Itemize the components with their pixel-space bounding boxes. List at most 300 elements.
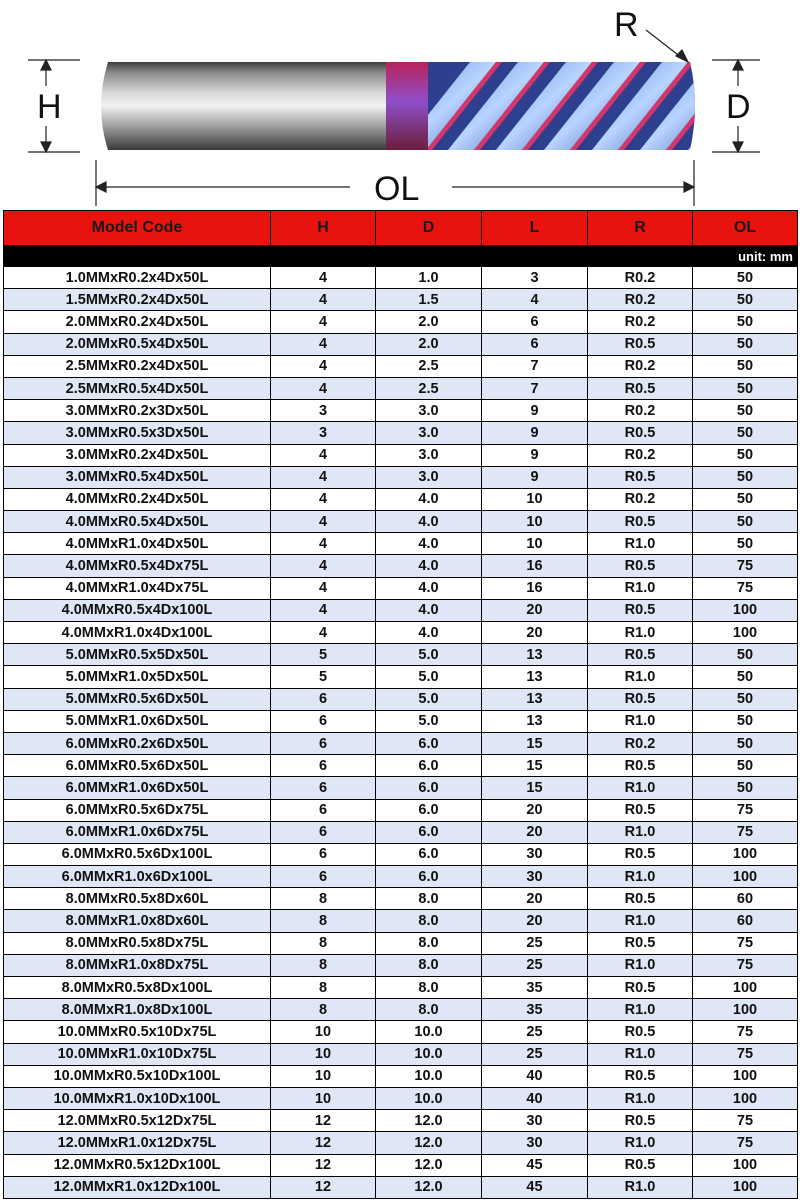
cell-h: 4	[271, 355, 376, 377]
cell-model-code: 2.5MMxR0.2x4Dx50L	[4, 355, 271, 377]
table-row	[4, 799, 798, 821]
cell-model-code: 6.0MMxR1.0x6Dx50L	[4, 777, 271, 799]
cell-l: 35	[482, 999, 588, 1021]
cell-ol: 50	[693, 444, 798, 466]
table-row	[4, 488, 798, 510]
cell-r: R0.5	[588, 1065, 693, 1087]
cell-h: 4	[271, 533, 376, 555]
cell-ol: 100	[693, 1176, 798, 1198]
cell-d: 6.0	[376, 799, 482, 821]
cell-r: R1.0	[588, 710, 693, 732]
table-row	[4, 1132, 798, 1154]
r-label: R	[614, 6, 639, 44]
cell-h: 12	[271, 1176, 376, 1198]
cell-r: R1.0	[588, 1043, 693, 1065]
cell-h: 6	[271, 777, 376, 799]
cell-r: R0.2	[588, 444, 693, 466]
cell-d: 6.0	[376, 866, 482, 888]
cell-d: 1.5	[376, 289, 482, 311]
table-row	[4, 555, 798, 577]
table-row	[4, 777, 798, 799]
table-row	[4, 444, 798, 466]
cell-ol: 50	[693, 644, 798, 666]
cell-ol: 75	[693, 1043, 798, 1065]
table-row	[4, 644, 798, 666]
specification-table	[3, 210, 798, 1199]
table-row	[4, 422, 798, 444]
cell-ol: 75	[693, 954, 798, 976]
cell-d: 8.0	[376, 932, 482, 954]
cell-h: 3	[271, 422, 376, 444]
cell-d: 3.0	[376, 422, 482, 444]
cell-d: 5.0	[376, 710, 482, 732]
unit-note: unit: mm	[4, 246, 798, 267]
cell-h: 4	[271, 289, 376, 311]
cell-r: R0.5	[588, 555, 693, 577]
cell-d: 5.0	[376, 666, 482, 688]
cell-l: 25	[482, 1043, 588, 1065]
cell-l: 30	[482, 843, 588, 865]
cell-ol: 75	[693, 932, 798, 954]
cell-r: R0.2	[588, 400, 693, 422]
cell-ol: 50	[693, 377, 798, 399]
cell-h: 12	[271, 1132, 376, 1154]
cell-model-code: 6.0MMxR0.5x6Dx50L	[4, 755, 271, 777]
cell-r: R1.0	[588, 1087, 693, 1109]
cell-h: 4	[271, 599, 376, 621]
cell-l: 20	[482, 888, 588, 910]
cell-h: 10	[271, 1043, 376, 1065]
cell-d: 4.0	[376, 533, 482, 555]
cell-d: 6.0	[376, 821, 482, 843]
cell-l: 25	[482, 932, 588, 954]
cell-d: 10.0	[376, 1087, 482, 1109]
cell-r: R0.5	[588, 932, 693, 954]
cell-r: R1.0	[588, 666, 693, 688]
cell-r: R0.5	[588, 422, 693, 444]
cell-d: 4.0	[376, 488, 482, 510]
cell-model-code: 6.0MMxR1.0x6Dx75L	[4, 821, 271, 843]
table-row	[4, 866, 798, 888]
neck	[386, 62, 430, 150]
cell-r: R0.5	[588, 644, 693, 666]
cell-ol: 75	[693, 821, 798, 843]
cell-l: 7	[482, 355, 588, 377]
cell-model-code: 1.0MMxR0.2x4Dx50L	[4, 267, 271, 289]
cell-model-code: 12.0MMxR1.0x12Dx100L	[4, 1176, 271, 1198]
cell-h: 10	[271, 1065, 376, 1087]
cell-l: 13	[482, 666, 588, 688]
cell-r: R1.0	[588, 1132, 693, 1154]
cell-r: R0.5	[588, 1154, 693, 1176]
cell-r: R0.2	[588, 355, 693, 377]
cell-r: R0.5	[588, 688, 693, 710]
cell-l: 45	[482, 1176, 588, 1198]
cell-l: 16	[482, 555, 588, 577]
cell-ol: 75	[693, 555, 798, 577]
cell-h: 10	[271, 1087, 376, 1109]
cell-l: 13	[482, 710, 588, 732]
cell-l: 6	[482, 333, 588, 355]
cell-r: R0.2	[588, 732, 693, 754]
header-ol: OL	[693, 211, 798, 246]
cell-model-code: 10.0MMxR1.0x10Dx100L	[4, 1087, 271, 1109]
cell-h: 3	[271, 400, 376, 422]
table-row	[4, 999, 798, 1021]
cell-ol: 100	[693, 1154, 798, 1176]
cell-h: 6	[271, 732, 376, 754]
cell-h: 12	[271, 1110, 376, 1132]
cell-r: R1.0	[588, 622, 693, 644]
cell-model-code: 4.0MMxR0.5x4Dx50L	[4, 511, 271, 533]
cell-ol: 100	[693, 866, 798, 888]
cell-ol: 50	[693, 488, 798, 510]
table-row	[4, 511, 798, 533]
cell-ol: 50	[693, 355, 798, 377]
cell-l: 9	[482, 400, 588, 422]
table-body	[4, 267, 798, 1199]
cell-model-code: 10.0MMxR0.5x10Dx100L	[4, 1065, 271, 1087]
header-r: R	[588, 211, 693, 246]
tool-dimension-drawing	[0, 0, 800, 210]
cell-r: R1.0	[588, 954, 693, 976]
cell-ol: 50	[693, 333, 798, 355]
cell-r: R0.5	[588, 1021, 693, 1043]
cell-model-code: 8.0MMxR1.0x8Dx75L	[4, 954, 271, 976]
cell-ol: 50	[693, 511, 798, 533]
cell-d: 6.0	[376, 843, 482, 865]
table-row	[4, 533, 798, 555]
cell-l: 3	[482, 267, 588, 289]
cell-ol: 100	[693, 843, 798, 865]
cell-h: 4	[271, 555, 376, 577]
cell-ol: 50	[693, 732, 798, 754]
table-row	[4, 843, 798, 865]
cell-r: R0.5	[588, 843, 693, 865]
cell-d: 2.0	[376, 311, 482, 333]
cell-model-code: 4.0MMxR1.0x4Dx100L	[4, 622, 271, 644]
cell-r: R1.0	[588, 866, 693, 888]
cell-r: R0.5	[588, 755, 693, 777]
table-row	[4, 622, 798, 644]
cell-ol: 100	[693, 977, 798, 999]
cell-ol: 50	[693, 400, 798, 422]
cell-l: 10	[482, 511, 588, 533]
cell-d: 4.0	[376, 555, 482, 577]
cell-ol: 50	[693, 311, 798, 333]
cell-h: 6	[271, 688, 376, 710]
cell-model-code: 6.0MMxR1.0x6Dx100L	[4, 866, 271, 888]
cell-r: R0.2	[588, 267, 693, 289]
cell-model-code: 6.0MMxR0.5x6Dx100L	[4, 843, 271, 865]
cell-d: 2.0	[376, 333, 482, 355]
cell-model-code: 4.0MMxR0.2x4Dx50L	[4, 488, 271, 510]
d-label: D	[726, 88, 751, 126]
cell-model-code: 5.0MMxR1.0x6Dx50L	[4, 710, 271, 732]
cell-ol: 50	[693, 267, 798, 289]
table-row	[4, 932, 798, 954]
cell-ol: 75	[693, 1110, 798, 1132]
cell-l: 15	[482, 777, 588, 799]
cell-l: 20	[482, 622, 588, 644]
cell-model-code: 3.0MMxR0.5x4Dx50L	[4, 466, 271, 488]
cell-d: 3.0	[376, 466, 482, 488]
cell-h: 4	[271, 444, 376, 466]
cell-model-code: 6.0MMxR0.5x6Dx75L	[4, 799, 271, 821]
cell-l: 45	[482, 1154, 588, 1176]
cell-d: 2.5	[376, 355, 482, 377]
cell-l: 15	[482, 755, 588, 777]
cell-d: 12.0	[376, 1154, 482, 1176]
cell-r: R1.0	[588, 1176, 693, 1198]
cell-model-code: 1.5MMxR0.2x4Dx50L	[4, 289, 271, 311]
cell-d: 12.0	[376, 1110, 482, 1132]
cell-r: R0.5	[588, 333, 693, 355]
table-row	[4, 599, 798, 621]
table-row	[4, 1154, 798, 1176]
cell-model-code: 8.0MMxR0.5x8Dx60L	[4, 888, 271, 910]
cell-model-code: 6.0MMxR0.2x6Dx50L	[4, 732, 271, 754]
table-row	[4, 333, 798, 355]
cell-r: R0.5	[588, 1110, 693, 1132]
cell-d: 3.0	[376, 444, 482, 466]
table-row	[4, 1087, 798, 1109]
cell-h: 6	[271, 843, 376, 865]
cell-h: 4	[271, 511, 376, 533]
cell-l: 35	[482, 977, 588, 999]
cell-r: R0.5	[588, 799, 693, 821]
cell-d: 10.0	[376, 1043, 482, 1065]
cell-ol: 75	[693, 577, 798, 599]
cell-d: 4.0	[376, 622, 482, 644]
cell-r: R0.2	[588, 311, 693, 333]
cell-d: 8.0	[376, 954, 482, 976]
cell-model-code: 4.0MMxR1.0x4Dx50L	[4, 533, 271, 555]
cell-ol: 50	[693, 466, 798, 488]
shank	[101, 62, 390, 150]
cell-model-code: 2.0MMxR0.2x4Dx50L	[4, 311, 271, 333]
cell-h: 4	[271, 488, 376, 510]
cell-h: 8	[271, 888, 376, 910]
cell-l: 20	[482, 821, 588, 843]
table-row	[4, 267, 798, 289]
cell-l: 9	[482, 466, 588, 488]
table-row	[4, 355, 798, 377]
cell-h: 4	[271, 622, 376, 644]
cell-h: 6	[271, 821, 376, 843]
cell-model-code: 8.0MMxR1.0x8Dx100L	[4, 999, 271, 1021]
cell-r: R0.2	[588, 488, 693, 510]
cell-l: 20	[482, 910, 588, 932]
cell-l: 4	[482, 289, 588, 311]
cell-ol: 100	[693, 622, 798, 644]
cell-ol: 50	[693, 289, 798, 311]
table-row	[4, 1065, 798, 1087]
cell-h: 4	[271, 267, 376, 289]
cell-l: 7	[482, 377, 588, 399]
cell-h: 8	[271, 977, 376, 999]
cell-d: 8.0	[376, 977, 482, 999]
end-mill-diagram	[0, 0, 800, 210]
cell-l: 13	[482, 644, 588, 666]
cell-ol: 100	[693, 1087, 798, 1109]
cell-model-code: 12.0MMxR0.5x12Dx75L	[4, 1110, 271, 1132]
cell-model-code: 5.0MMxR0.5x5Dx50L	[4, 644, 271, 666]
ol-label: OL	[374, 170, 420, 208]
cell-h: 10	[271, 1021, 376, 1043]
cell-d: 2.5	[376, 377, 482, 399]
cell-l: 13	[482, 688, 588, 710]
table-row	[4, 577, 798, 599]
cell-l: 15	[482, 732, 588, 754]
table-row	[4, 289, 798, 311]
cell-d: 8.0	[376, 910, 482, 932]
cell-ol: 100	[693, 1065, 798, 1087]
cell-r: R1.0	[588, 999, 693, 1021]
cell-l: 10	[482, 533, 588, 555]
cell-model-code: 5.0MMxR0.5x6Dx50L	[4, 688, 271, 710]
cell-ol: 50	[693, 688, 798, 710]
cell-d: 6.0	[376, 755, 482, 777]
cell-r: R1.0	[588, 533, 693, 555]
cell-l: 40	[482, 1065, 588, 1087]
cell-h: 8	[271, 954, 376, 976]
cell-d: 6.0	[376, 777, 482, 799]
cell-model-code: 2.0MMxR0.5x4Dx50L	[4, 333, 271, 355]
cell-ol: 50	[693, 710, 798, 732]
cell-d: 1.0	[376, 267, 482, 289]
r-leader	[646, 30, 688, 62]
table-row	[4, 1021, 798, 1043]
h-label: H	[37, 88, 62, 126]
cell-ol: 75	[693, 1132, 798, 1154]
cell-r: R1.0	[588, 910, 693, 932]
cell-r: R1.0	[588, 577, 693, 599]
table-row	[4, 311, 798, 333]
cell-model-code: 4.0MMxR1.0x4Dx75L	[4, 577, 271, 599]
table-row	[4, 910, 798, 932]
table-row	[4, 888, 798, 910]
cell-r: R1.0	[588, 777, 693, 799]
cell-model-code: 5.0MMxR1.0x5Dx50L	[4, 666, 271, 688]
cell-l: 9	[482, 422, 588, 444]
cell-ol: 60	[693, 910, 798, 932]
table-row	[4, 688, 798, 710]
cell-ol: 50	[693, 777, 798, 799]
cell-l: 25	[482, 1021, 588, 1043]
cell-h: 4	[271, 577, 376, 599]
table-row	[4, 466, 798, 488]
cell-model-code: 10.0MMxR0.5x10Dx75L	[4, 1021, 271, 1043]
cell-l: 25	[482, 954, 588, 976]
cell-model-code: 10.0MMxR1.0x10Dx75L	[4, 1043, 271, 1065]
table-row	[4, 1176, 798, 1198]
table-row	[4, 710, 798, 732]
cell-ol: 50	[693, 533, 798, 555]
cell-model-code: 3.0MMxR0.2x4Dx50L	[4, 444, 271, 466]
cell-l: 30	[482, 866, 588, 888]
cell-d: 8.0	[376, 999, 482, 1021]
cell-h: 5	[271, 644, 376, 666]
cell-h: 6	[271, 799, 376, 821]
cell-d: 12.0	[376, 1176, 482, 1198]
cell-d: 3.0	[376, 400, 482, 422]
cell-l: 6	[482, 311, 588, 333]
header-h: H	[271, 211, 376, 246]
cell-l: 20	[482, 799, 588, 821]
cell-ol: 100	[693, 999, 798, 1021]
cell-d: 10.0	[376, 1065, 482, 1087]
cell-h: 5	[271, 666, 376, 688]
cell-d: 4.0	[376, 577, 482, 599]
cell-h: 8	[271, 910, 376, 932]
header-d: D	[376, 211, 482, 246]
cell-r: R0.5	[588, 599, 693, 621]
cell-ol: 50	[693, 666, 798, 688]
table-row	[4, 977, 798, 999]
cell-model-code: 2.5MMxR0.5x4Dx50L	[4, 377, 271, 399]
cell-l: 20	[482, 599, 588, 621]
table-row	[4, 732, 798, 754]
cell-l: 9	[482, 444, 588, 466]
header-l: L	[482, 211, 588, 246]
table-row	[4, 400, 798, 422]
cell-model-code: 4.0MMxR0.5x4Dx100L	[4, 599, 271, 621]
cell-d: 5.0	[376, 688, 482, 710]
table-row	[4, 1043, 798, 1065]
unit-row	[4, 246, 798, 267]
cell-r: R0.5	[588, 977, 693, 999]
cell-l: 30	[482, 1132, 588, 1154]
cell-h: 4	[271, 377, 376, 399]
cell-h: 4	[271, 333, 376, 355]
cell-h: 4	[271, 311, 376, 333]
cell-r: R0.5	[588, 466, 693, 488]
cell-h: 8	[271, 999, 376, 1021]
table-row	[4, 954, 798, 976]
cell-d: 4.0	[376, 511, 482, 533]
cell-model-code: 4.0MMxR0.5x4Dx75L	[4, 555, 271, 577]
cell-model-code: 12.0MMxR0.5x12Dx100L	[4, 1154, 271, 1176]
cell-d: 12.0	[376, 1132, 482, 1154]
cell-ol: 100	[693, 599, 798, 621]
cell-ol: 50	[693, 422, 798, 444]
cell-model-code: 3.0MMxR0.5x3Dx50L	[4, 422, 271, 444]
cell-ol: 60	[693, 888, 798, 910]
table-row	[4, 666, 798, 688]
cell-h: 8	[271, 932, 376, 954]
header-row	[4, 211, 798, 246]
table-row	[4, 377, 798, 399]
table-row	[4, 1110, 798, 1132]
cell-model-code: 3.0MMxR0.2x3Dx50L	[4, 400, 271, 422]
cell-d: 8.0	[376, 888, 482, 910]
cell-l: 16	[482, 577, 588, 599]
table-row	[4, 755, 798, 777]
cell-r: R0.2	[588, 289, 693, 311]
cell-model-code: 8.0MMxR0.5x8Dx75L	[4, 932, 271, 954]
cell-r: R0.5	[588, 511, 693, 533]
cell-h: 6	[271, 866, 376, 888]
table-row	[4, 821, 798, 843]
cell-h: 4	[271, 466, 376, 488]
cell-ol: 75	[693, 799, 798, 821]
cell-d: 5.0	[376, 644, 482, 666]
cell-l: 10	[482, 488, 588, 510]
header-model-code: Model Code	[4, 211, 271, 246]
cell-model-code: 12.0MMxR1.0x12Dx75L	[4, 1132, 271, 1154]
cell-r: R0.5	[588, 377, 693, 399]
